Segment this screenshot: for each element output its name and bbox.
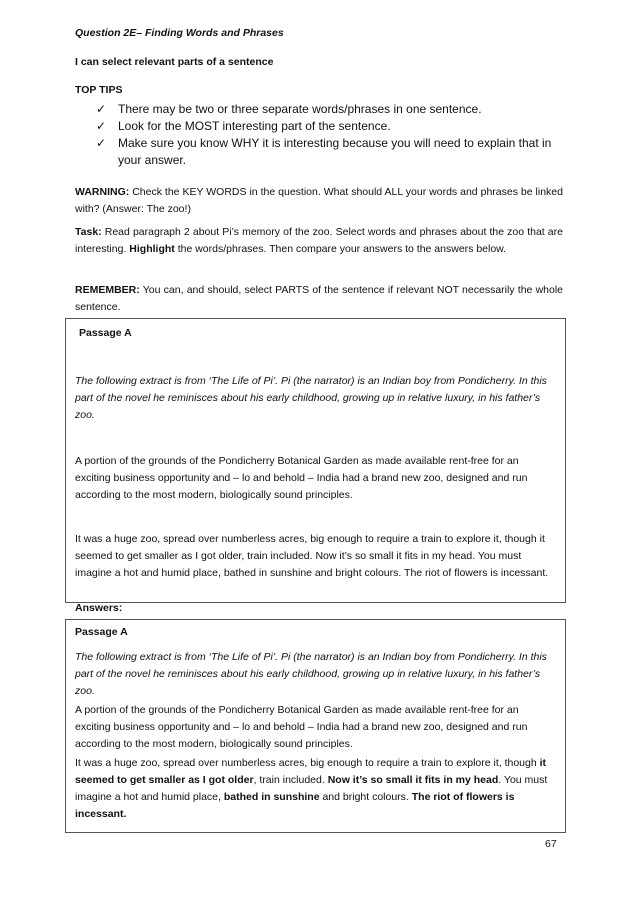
task-text-end: the words/phrases. Then compare your answers to the answers below.	[174, 243, 507, 255]
tips-list	[96, 101, 566, 169]
page-title: Question 2E– Finding Words and Phrases	[75, 27, 284, 39]
warning-label: WARNING:	[75, 186, 130, 198]
checkmark-icon: ✓	[96, 119, 107, 133]
remember-paragraph	[75, 282, 563, 316]
warning-paragraph	[75, 184, 563, 218]
passage-intro: The following extract is from ‘The Life of Pi’. Pi (the narrator) is an Indian boy from Pondicherry. In this part of the novel he reminisces about his early childhood, growing up in relative luxury, in his father’s zoo.	[75, 375, 547, 421]
passage-paragraph-1: A portion of the grounds of the Pondicherry Botanical Garden as made available rent-free for an exciting business opportunity and – lo and behold – India had a brand new zoo, designed and run according to the most modern, biologically sound principles.	[75, 455, 528, 501]
remember-text: You can, and should, select PARTS of the sentence if relevant NOT necessarily the whole sentence.	[75, 284, 563, 313]
warning-text: Check the KEY WORDS in the question. What should ALL your words and phrases be linked with? (Answer: The zoo!)	[75, 186, 563, 215]
top-tips-heading: TOP TIPS	[75, 84, 123, 96]
tip-text: There may be two or three separate words/phrases in one sentence.	[118, 102, 482, 116]
answer-highlight: bathed in sunshine	[223, 791, 320, 803]
tip-text: Look for the MOST interesting part of the sentence.	[118, 119, 391, 133]
tip-item	[96, 101, 566, 118]
tip-text: Make sure you know WHY it is interesting because you will need to explain that in your answer.	[118, 136, 552, 167]
answer-highlight: The riot of flowers is incessant.	[75, 791, 515, 820]
task-highlight: Highlight	[129, 243, 175, 255]
checkmark-icon: ✓	[96, 102, 107, 116]
answers-box	[65, 619, 566, 833]
passage-box	[65, 318, 566, 603]
answers-heading: Answers:	[75, 602, 123, 614]
remember-label: REMEMBER:	[75, 284, 140, 296]
tip-item	[96, 135, 566, 169]
passage-label: Passage A	[79, 327, 132, 339]
task-paragraph	[75, 224, 563, 258]
task-text: Read paragraph 2 about Pi’s memory of the zoo. Select words and phrases about the zoo that are interesting.	[75, 226, 563, 255]
answers-intro: The following extract is from ‘The Life of Pi’. Pi (the narrator) is an Indian boy from Pondicherry. In this part of the novel he reminisces about his early childhood, growing up in relative luxury, in his father’s zoo.	[75, 651, 547, 697]
checkmark-icon: ✓	[96, 136, 107, 150]
learning-objective: I can select relevant parts of a sentence	[75, 56, 274, 68]
page-number: 67	[545, 838, 557, 850]
tip-item	[96, 118, 566, 135]
answer-highlight: it seemed to get smaller as I got older	[75, 757, 547, 786]
passage-paragraph-2: It was a huge zoo, spread over numberless acres, big enough to require a train to explore it, though it seemed to get smaller as I got older, train included. Now it’s so small it fits in my head. You must imagine a hot and humid place, bathed in sunshine and bright colours. The riot of flowers is incessant.	[75, 533, 549, 579]
answers-paragraph-2: It was a huge zoo, spread over numberless acres, big enough to require a train to explore it, though it seemed to get smaller as I got older, train included. Now it’s so small it fits in my head. You must imagine a hot and humid place, bathed in sunshine and bright colours. The riot of flowers is incessant.	[75, 757, 548, 820]
task-label: Task:	[75, 226, 102, 238]
answers-passage-label: Passage A	[75, 626, 128, 638]
answer-highlight: Now it’s so small it fits in my head	[327, 774, 499, 786]
answers-paragraph-1: A portion of the grounds of the Pondicherry Botanical Garden as made available rent-free for an exciting business opportunity and – lo and behold – India had a brand new zoo, designed and run according to the most modern, biologically sound principles.	[75, 704, 528, 750]
